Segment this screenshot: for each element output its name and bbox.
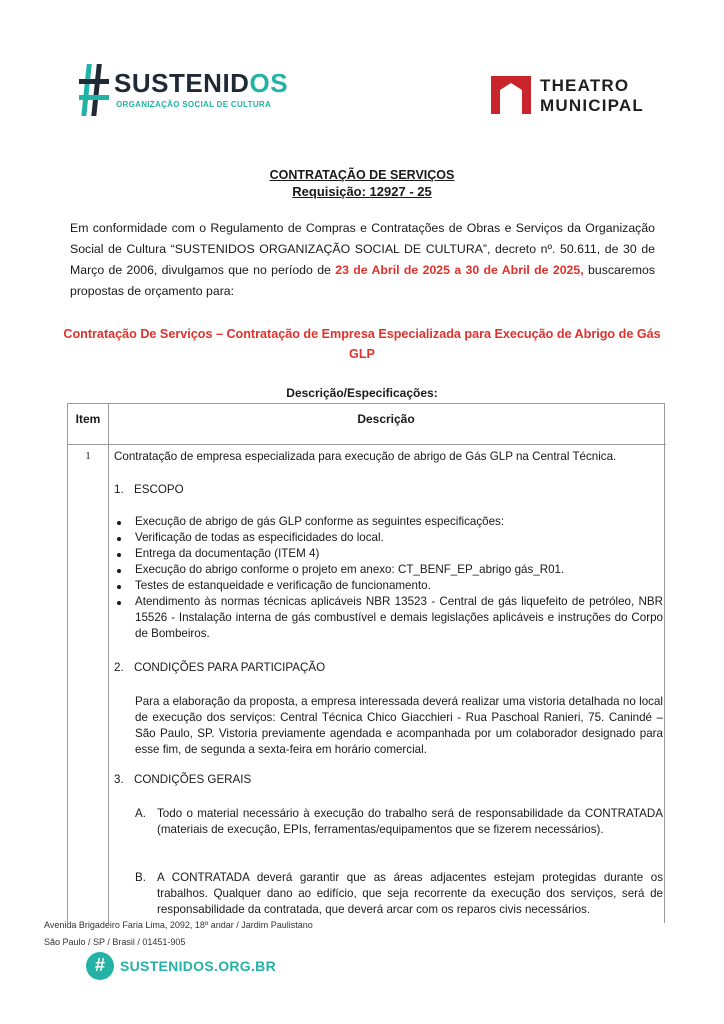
scope-bullet: Execução de abrigo de gás GLP conforme as seguintes especificações: — [135, 515, 505, 528]
section3-number: 3. — [114, 773, 124, 786]
scope-bullet: Atendimento às normas técnicas aplicáveis NBR 13523 - Central de gás liquefeito de petróleo, NBR 15526 - Instalação interna de gás combustível e demais legislações aplicáveis e instruções do Corpo de Bombeiros. — [135, 595, 663, 640]
sustenidos-subtitle: ORGANIZAÇÃO SOCIAL DE CULTURA — [116, 100, 272, 109]
scope-bullet: Testes de estanqueidade e verificação de funcionamento. — [135, 579, 431, 592]
requisition-number: Requisição: 12927 - 25 — [292, 184, 432, 199]
table-row-number: 1 — [85, 450, 91, 462]
bullet-dot-icon — [117, 569, 121, 573]
section2-title: CONDIÇÕES PARA PARTICIPAÇÃO — [134, 661, 326, 674]
table-header-description: Descrição — [357, 412, 415, 426]
table-header-item: Item — [75, 412, 101, 426]
scope-bullet: Execução do abrigo conforme o projeto em anexo: CT_BENF_EP_abrigo gás_R01. — [135, 563, 565, 576]
bullet-dot-icon — [117, 521, 121, 525]
bullet-dot-icon — [117, 601, 121, 605]
theatro-logo-line1: THEATRO — [540, 76, 630, 95]
section3-title: CONDIÇÕES GERAIS — [134, 773, 252, 786]
footer-address-line1: Avenida Brigadeiro Faria Lima, 2092, 18º andar / Jardim Paulistano — [44, 920, 313, 930]
theatro-logo-line2: MUNICIPAL — [540, 96, 644, 115]
condition-a-text: Todo o material necessário à execução do trabalho será de responsabilidade da CONTRATADA (materiais de execução, EPIs, ferramentas/equipamentos que se fizerem necessários). — [157, 807, 663, 836]
scope-bullet: Verificação de todas as especificidades do local. — [135, 531, 384, 544]
condition-b-text: A CONTRATADA deverá garantir que as áreas adjacentes estejam protegidas durante os trabalhos. Qualquer dano ao edifício, que seja recorrente da execução dos serviços, será de responsabilidade da contratada, que deverá arcar com os reparos civis necessários. — [157, 871, 663, 916]
sustenidos-circle-logo-icon: # — [86, 952, 114, 980]
intro-text-end: buscaremos propostas de orçamento para: — [70, 263, 655, 298]
condition-b-label: B. — [135, 871, 146, 884]
section1-title: ESCOPO — [134, 483, 184, 496]
intro-period-highlight: 23 de Abril de 2025 a 30 de Abril de 2025, — [335, 263, 584, 277]
bullet-dot-icon — [117, 585, 121, 589]
sustenidos-logo — [78, 62, 289, 120]
table-column-divider — [108, 404, 109, 924]
sustenidos-brand-name: SUSTENIDOS — [114, 68, 289, 98]
theatro-municipal-logo-icon — [488, 72, 534, 118]
row-summary: Contratação de empresa especializada para execução de abrigo de Gás GLP na Central Técnica. — [114, 450, 617, 463]
table-header-divider — [68, 444, 666, 445]
section2-number: 2. — [114, 661, 124, 674]
sustenidos-hash-logo-icon — [78, 62, 110, 118]
intro-paragraph — [70, 218, 655, 302]
service-heading: Contratação De Serviços – Contratação de Empresa Especializada para Execução de Abrigo de Gás GLP — [63, 327, 661, 361]
scope-bullet: Entrega da documentação (ITEM 4) — [135, 547, 320, 560]
footer-website-link[interactable]: SUSTENIDOS.ORG.BR — [120, 958, 277, 974]
intro-text-start: Em conformidade com o Regulamento de Compras e Contratações de Obras e Serviços da Organização Social de Cultura “SUSTENIDOS ORGANIZAÇÃO SOCIAL DE CULTURA”, decreto nº. 50.611, de 30 de Março de 2006, divulgamos que no período de — [70, 221, 655, 277]
footer-brand — [86, 952, 286, 982]
theatro-municipal-logo — [488, 72, 658, 118]
section1-number: 1. — [114, 483, 124, 496]
condition-a-label: A. — [135, 807, 146, 820]
section2-text: Para a elaboração da proposta, a empresa interessada deverá realizar uma vistoria detalhada no local de execução dos serviços: Central Técnica Chico Giacchieri - Rua Paschoal Ranieri, 75. Canindé – São Paulo, SP. Vistoria previamente agendada e acompanhada por um colaborador designado para esse fim, de segunda a sexta-feira em horário comercial. — [135, 695, 663, 756]
specifications-table — [67, 403, 665, 923]
footer-address-line2: São Paulo / SP / Brasil / 01451-905 — [44, 937, 186, 947]
bullet-dot-icon — [117, 553, 121, 557]
document-title: CONTRATAÇÃO DE SERVIÇOS — [269, 168, 455, 182]
bullet-dot-icon — [117, 537, 121, 541]
description-title: Descrição/Especificações: — [286, 386, 438, 400]
